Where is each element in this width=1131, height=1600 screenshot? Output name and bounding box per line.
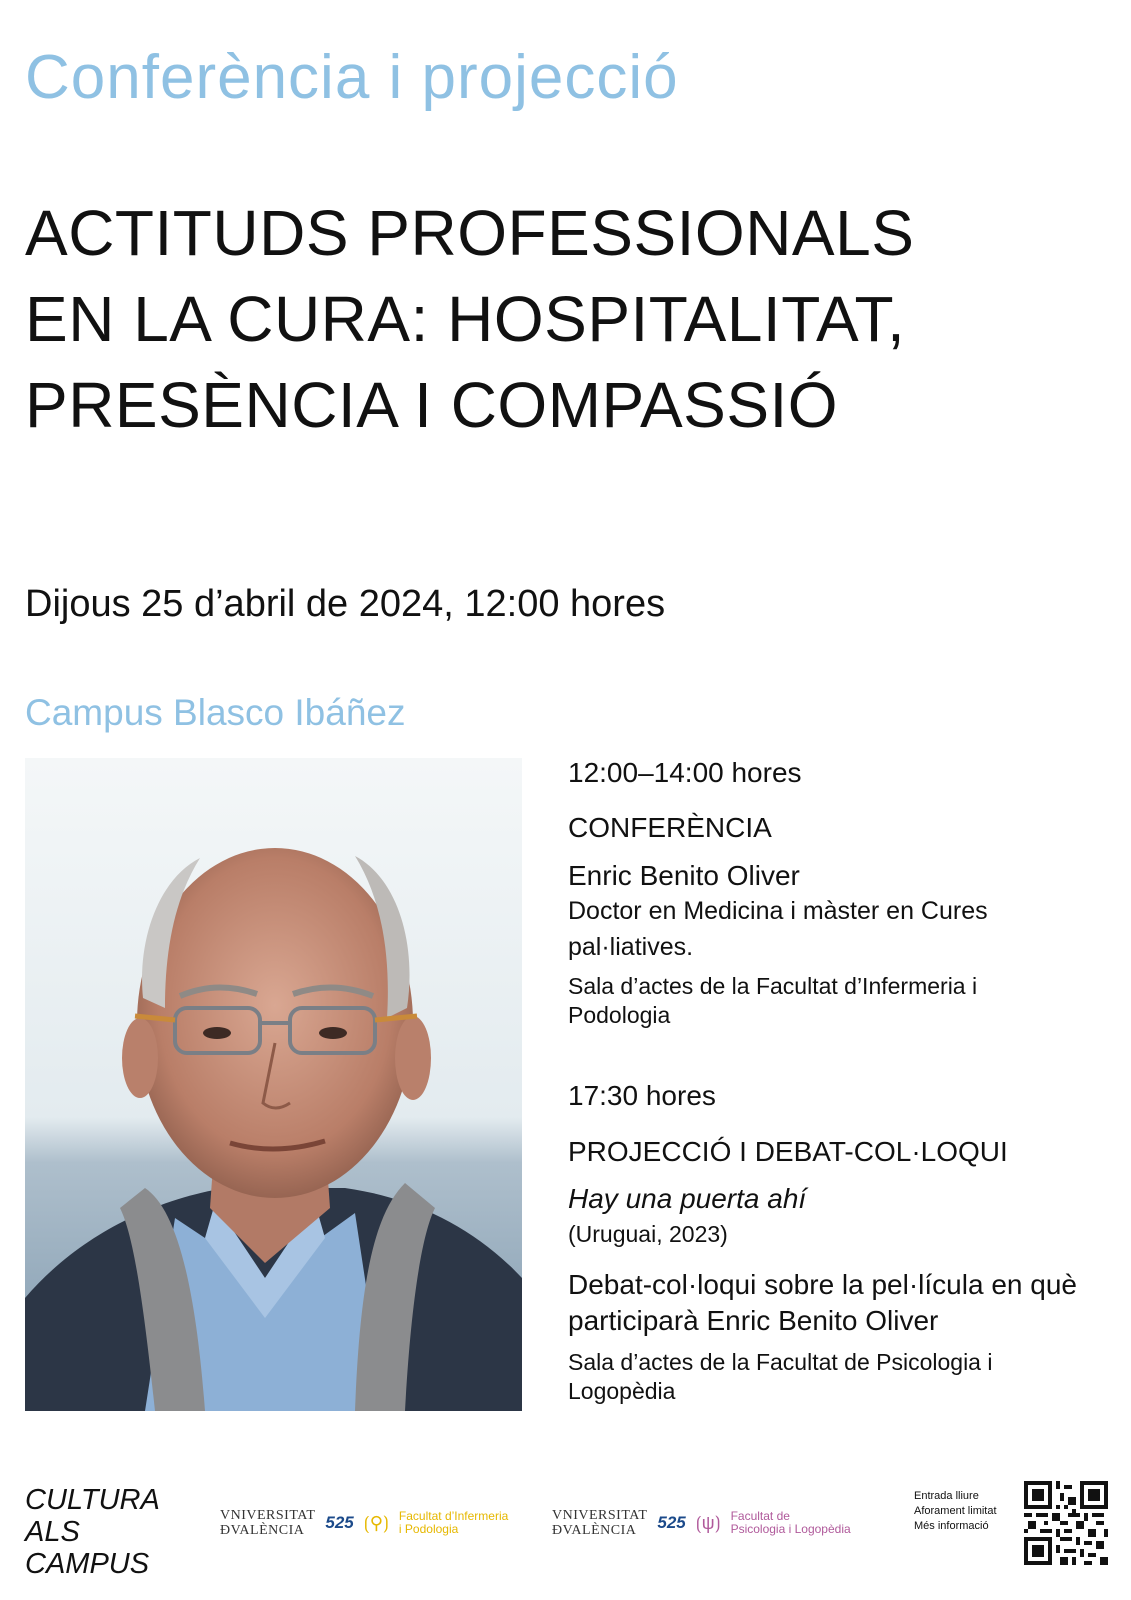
525-anys-logo: 525 <box>325 1513 354 1532</box>
title-line-1: ACTITUDS PROFESSIONALS <box>25 197 915 269</box>
title-line-3: PRESÈNCIA I COMPASSIÓ <box>25 369 839 441</box>
entry-info: Entrada lliure Aforament limitat Més informació <box>914 1490 997 1532</box>
speaker-portrait-photo <box>25 758 522 1411</box>
qr-code-icon[interactable] <box>1024 1481 1108 1565</box>
uv-psicologia-logo <box>552 1508 851 1538</box>
faculty-infermeria-name: Facultat d’Infermeria i Podologia <box>398 1509 509 1536</box>
event2-venue: Sala d’actes de la Facultat de Psicologia i Logopèdia <box>568 1349 993 1404</box>
525-anys-logo: 525 <box>657 1513 686 1532</box>
psicologia-emblem-icon: ⟮ψ⟯ <box>695 1512 721 1533</box>
event2-film-title: Hay una puerta ahí <box>568 1183 807 1214</box>
event1-speaker: Enric Benito Oliver <box>568 860 800 891</box>
event-kicker: Conferència i projecció <box>25 43 679 112</box>
infermeria-emblem-icon: ⟮⚲⟯ <box>363 1512 389 1533</box>
event-campus: Campus Blasco Ibáñez <box>25 692 406 733</box>
uv-infermeria-logo <box>220 1508 508 1538</box>
event1-speaker-desc: Doctor en Medicina i màster en Cures pal·liatives. <box>568 897 988 961</box>
faculty-psicologia-name: Facultat de Psicologia i Logopèdia <box>730 1509 851 1536</box>
event2-description: Debat-col·loqui sobre la pel·lícula en què participarà Enric Benito Oliver <box>568 1269 1077 1336</box>
title-line-2: EN LA CURA: HOSPITALITAT, <box>25 283 906 355</box>
event1-type: CONFERÈNCIA <box>568 812 772 843</box>
cultura-als-campus-logo: CULTURA ALS CAMPUS <box>25 1484 160 1580</box>
event1-time: 12:00–14:00 hores <box>568 757 802 788</box>
universitat-valencia-logo: VNIVERSITAT ÐVALÈNCIA <box>552 1508 648 1538</box>
universitat-valencia-logo: VNIVERSITAT ÐVALÈNCIA <box>220 1508 316 1538</box>
event-date: Dijous 25 d’abril de 2024, 12:00 hores <box>25 583 666 625</box>
event2-time: 17:30 hores <box>568 1080 716 1111</box>
event-title <box>25 190 914 448</box>
event2-film-info: (Uruguai, 2023) <box>568 1221 728 1247</box>
event2-type: PROJECCIÓ I DEBAT-COL·LOQUI <box>568 1136 1008 1167</box>
event1-venue: Sala d’actes de la Facultat d’Infermeria i Podologia <box>568 973 978 1028</box>
